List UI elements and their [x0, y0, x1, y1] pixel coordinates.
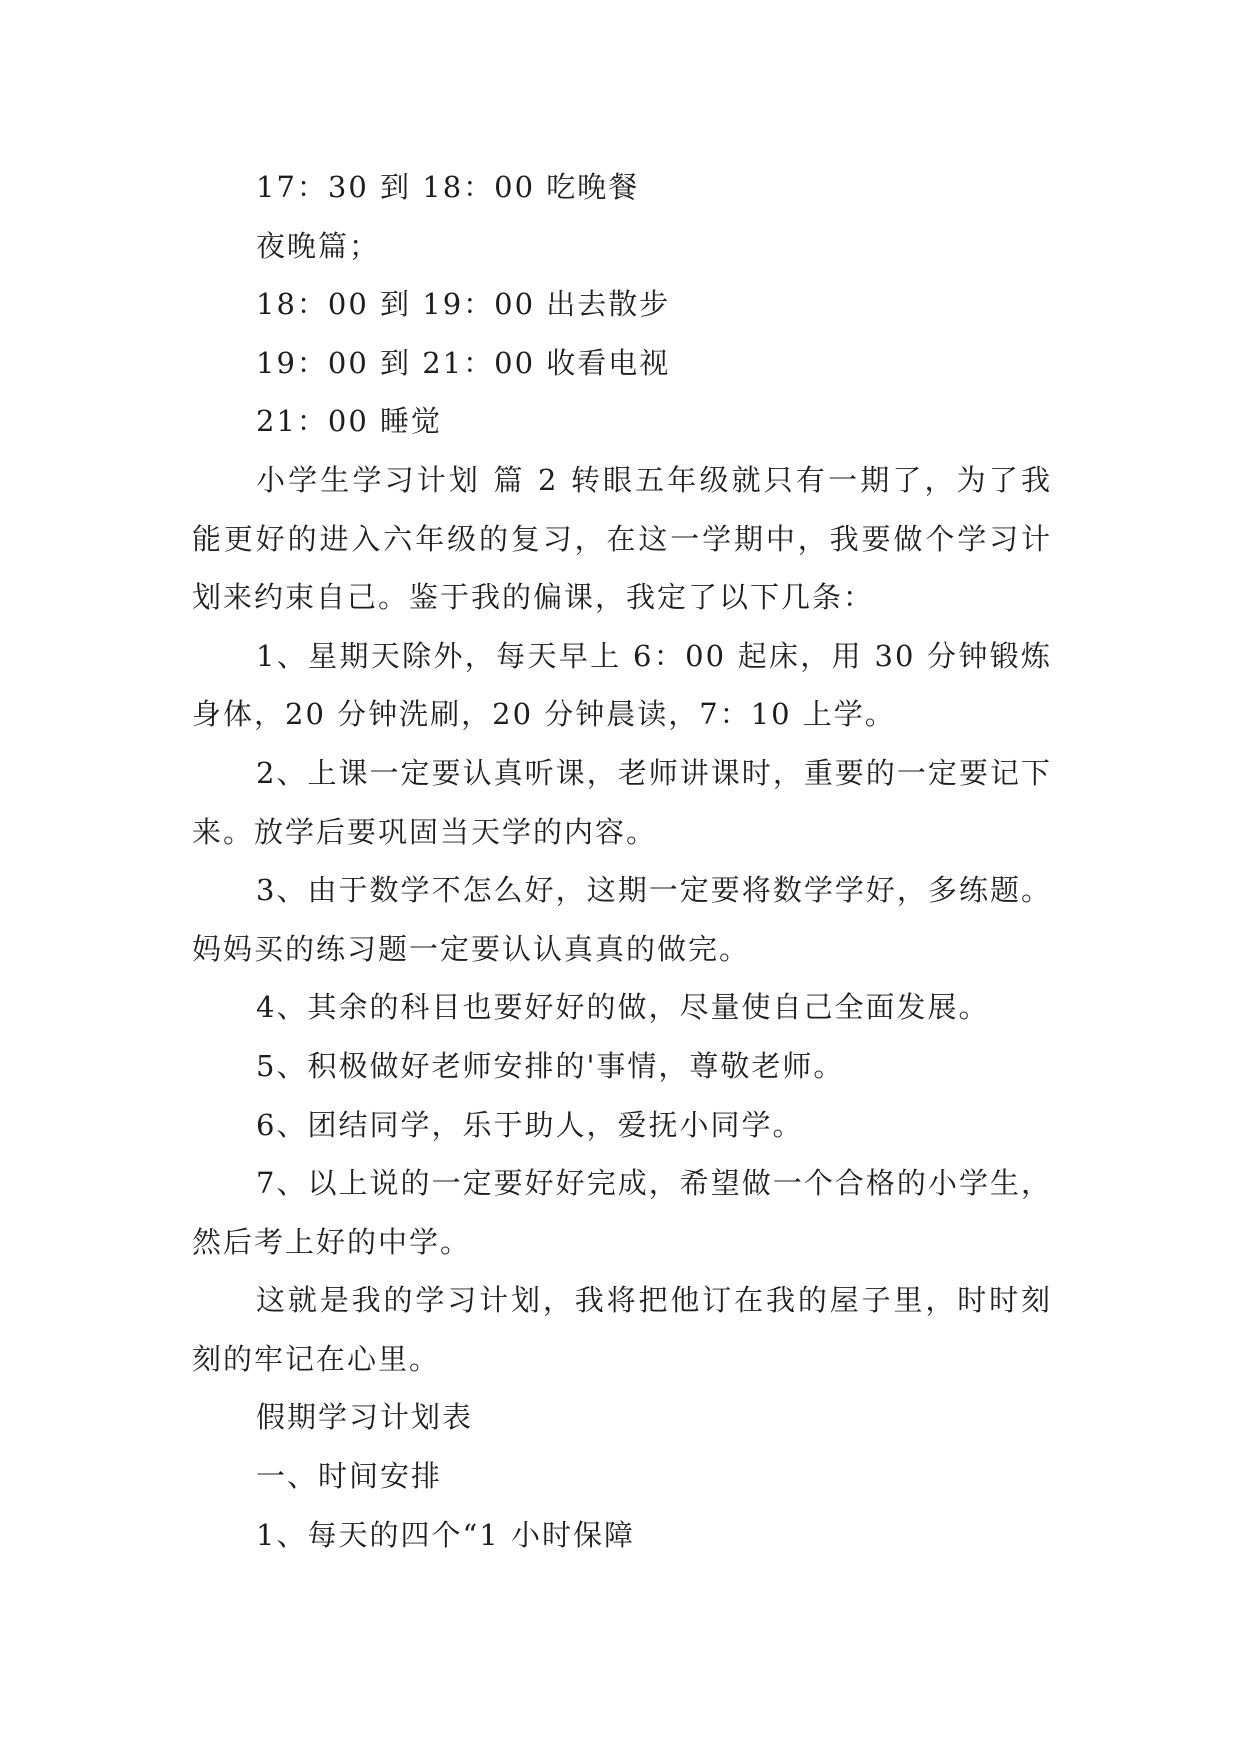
document-page [192, 158, 1052, 1564]
schedule-line-dinner: 17：30 到 18：00 吃晚餐 [256, 170, 640, 204]
paragraph-item-5: 5、积极做好老师安排的'事情，尊敬老师。 [256, 1048, 845, 1083]
paragraph-item-7: 7、以上说的一定要好好完成，希望做一个合格的小学生，然后考上好的中学。 [192, 1166, 1052, 1259]
schedule-line-tv: 19：00 到 21：00 收看电视 [256, 345, 671, 380]
section-heading-time: 一、时间安排 [256, 1459, 443, 1494]
paragraph-conclusion: 这就是我的学习计划，我将把他订在我的屋子里，时时刻刻的牢记在心里。 [192, 1283, 1052, 1376]
section-item-1: 1、每天的四个“1 小时保障 [256, 1517, 635, 1552]
section-title: 假期学习计划表 [256, 1400, 474, 1435]
paragraph-item-3: 3、由于数学不怎么好，这期一定要将数学学好，多练题。妈妈买的练习题一定要认认真真的做完。 [192, 873, 1052, 966]
paragraph-intro: 小学生学习计划 篇 2 转眼五年级就只有一期了，为了我能更好的进入六年级的复习，在这一学期中，我要做个学习计划来约束自己。鉴于我的偏课，我定了以下几条： [192, 462, 1052, 615]
paragraph-item-1: 1、星期天除外，每天早上 6：00 起床，用 30 分钟锻炼身体，20 分钟洗刷，20 分钟晨读，7：10 上学。 [192, 638, 1052, 732]
paragraph-item-4: 4、其余的科目也要好好的做，尽量使自己全面发展。 [256, 990, 990, 1025]
schedule-line-sleep: 21：00 睡觉 [256, 404, 443, 439]
schedule-line-walk: 18：00 到 19：00 出去散步 [256, 287, 671, 322]
paragraph-item-6: 6、团结同学，乐于助人，爱抚小同学。 [256, 1107, 804, 1142]
evening-heading: 夜晚篇； [256, 228, 381, 263]
paragraph-item-2: 2、上课一定要认真听课，老师讲课时，重要的一定要记下来。放学后要巩固当天学的内容。 [192, 755, 1052, 849]
